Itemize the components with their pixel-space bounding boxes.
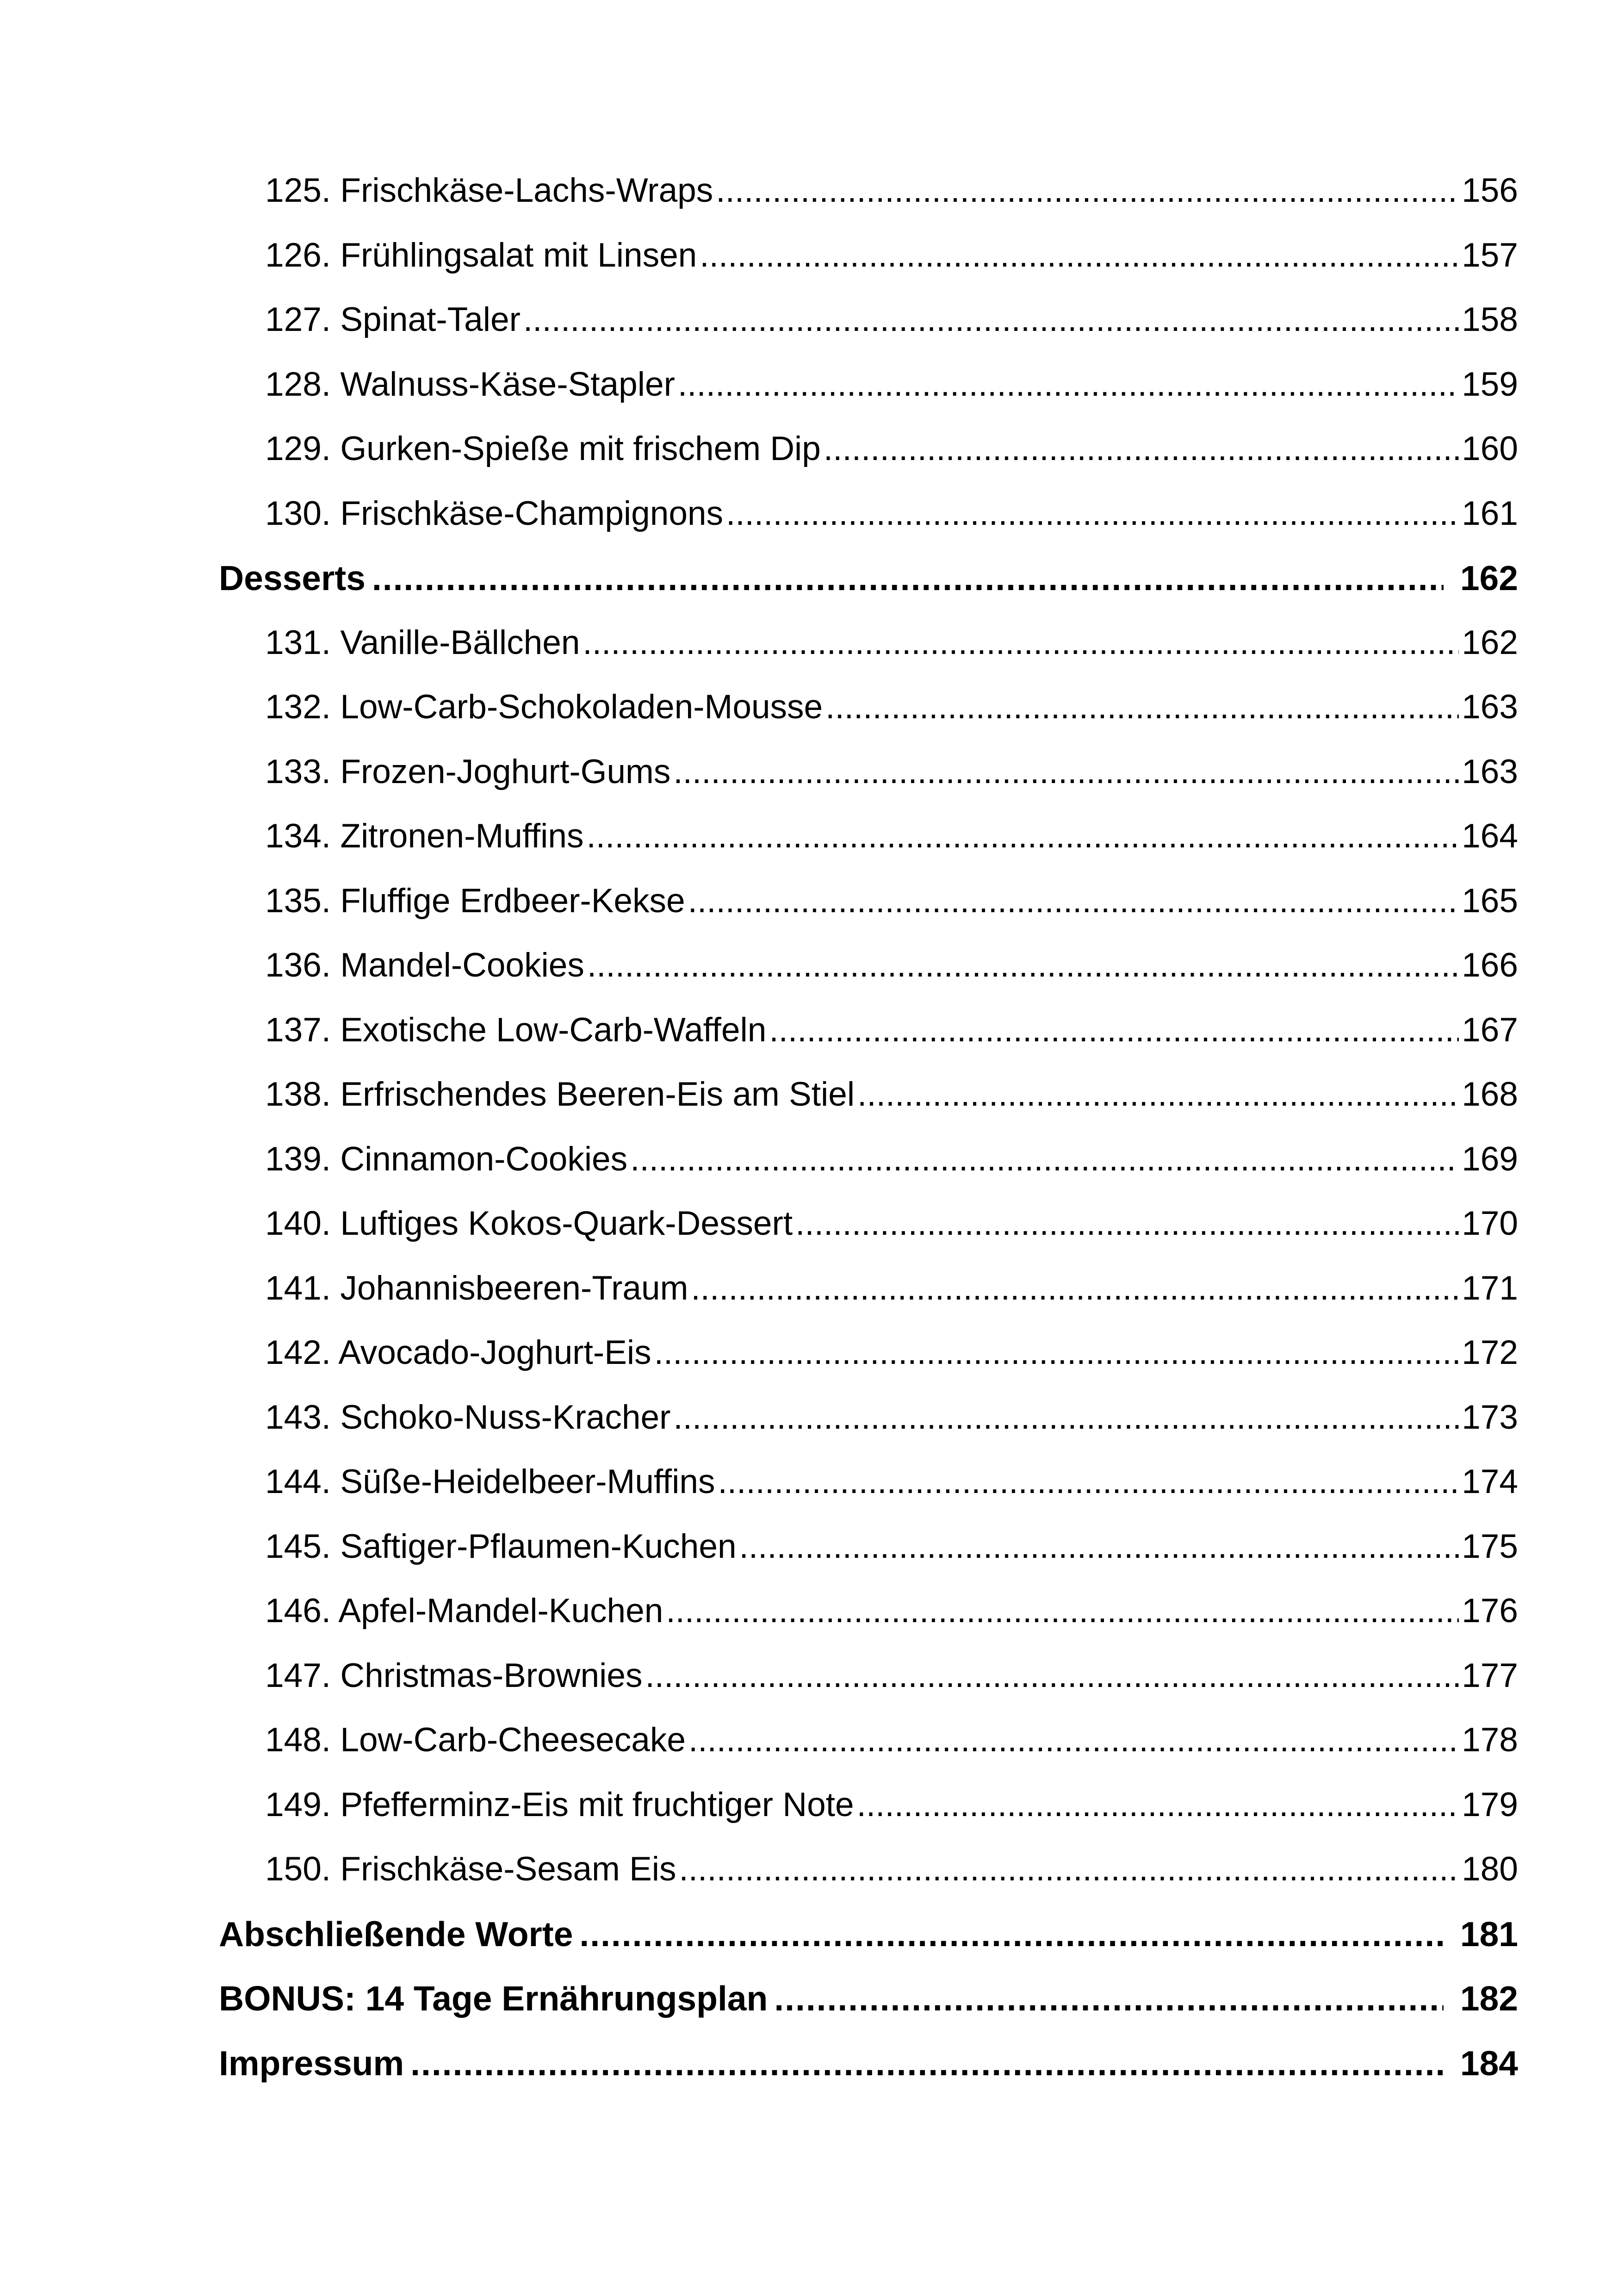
toc-entry-title: 135. Fluffige Erdbeer-Kekse [265, 882, 685, 920]
dot-leader [679, 1846, 1459, 1892]
dot-leader [673, 1394, 1459, 1441]
toc-page-number: 162 [1462, 624, 1518, 661]
toc-entry-title: 126. Frühlingsalat mit Linsen [265, 236, 697, 274]
toc-entry[interactable] [265, 1459, 1518, 1505]
toc-entry-title: 145. Saftiger-Pflaumen-Kuchen [265, 1528, 737, 1565]
toc-entry-title: 139. Cinnamon-Cookies [265, 1140, 628, 1178]
dot-leader [769, 1007, 1459, 1053]
toc-page-number: 179 [1462, 1786, 1518, 1823]
toc-entry[interactable] [265, 491, 1518, 537]
toc-entry[interactable] [265, 1007, 1518, 1053]
dot-leader [688, 878, 1459, 924]
dot-leader [716, 168, 1459, 214]
toc-page-number: 157 [1462, 236, 1518, 274]
toc-entry-title: 129. Gurken-Spieße mit frischem Dip [265, 430, 821, 467]
dot-leader [857, 1071, 1459, 1118]
toc-entry-title: 138. Erfrischendes Beeren-Eis am Stiel [265, 1076, 855, 1113]
dot-leader [718, 1459, 1459, 1505]
dot-leader [774, 1975, 1444, 2022]
dot-leader [825, 684, 1459, 730]
toc-page-number: 170 [1462, 1205, 1518, 1242]
toc-entry-title: 133. Frozen-Joghurt-Gums [265, 753, 671, 790]
dot-leader [673, 749, 1459, 795]
dot-leader [645, 1653, 1459, 1699]
dot-leader [583, 620, 1459, 666]
toc-page-number: 169 [1462, 1140, 1518, 1178]
toc-entry-title: 143. Schoko-Nuss-Kracher [265, 1399, 671, 1436]
toc-entry[interactable] [265, 878, 1518, 924]
dot-leader [700, 232, 1459, 279]
toc-entry[interactable] [265, 1201, 1518, 1247]
toc-page-number: 175 [1462, 1528, 1518, 1565]
toc-entry[interactable] [265, 361, 1518, 408]
toc-entry[interactable] [265, 232, 1518, 279]
toc-page-number: 171 [1462, 1269, 1518, 1307]
toc-page-number: 173 [1462, 1399, 1518, 1436]
dot-leader [688, 1717, 1459, 1763]
toc-entry[interactable] [265, 1265, 1518, 1312]
toc-page-number: 178 [1462, 1721, 1518, 1759]
toc-entry-title: 125. Frischkäse-Lachs-Wraps [265, 172, 713, 209]
toc-entry[interactable] [265, 620, 1518, 666]
toc-entry[interactable] [265, 749, 1518, 795]
toc-entry-title: 147. Christmas-Brownies [265, 1657, 643, 1694]
toc-page-number: 166 [1462, 946, 1518, 984]
toc-entry-title: 142. Avocado-Joghurt-Eis [265, 1334, 651, 1371]
dot-leader [586, 813, 1459, 859]
toc-page-number: 174 [1462, 1463, 1518, 1500]
toc-section-entry[interactable] [219, 555, 1518, 601]
toc-entry-title: Impressum [219, 2044, 404, 2083]
toc-entry-title: 137. Exotische Low-Carb-Waffeln [265, 1011, 767, 1049]
toc-page-number: 159 [1462, 366, 1518, 403]
toc-entry-title: 128. Walnuss-Käse-Stapler [265, 366, 675, 403]
toc-entry[interactable] [265, 1071, 1518, 1118]
dot-leader [739, 1524, 1459, 1570]
toc-page-number: 164 [1462, 817, 1518, 855]
toc-entry-title: 148. Low-Carb-Cheesecake [265, 1721, 686, 1759]
toc-page-number: 160 [1462, 430, 1518, 467]
toc-entry[interactable] [265, 1653, 1518, 1699]
toc-entry[interactable] [265, 426, 1518, 472]
toc-entry[interactable] [265, 684, 1518, 730]
dot-leader [523, 297, 1459, 343]
dot-leader [630, 1136, 1459, 1182]
toc-entry[interactable] [265, 1782, 1518, 1828]
toc-entry[interactable] [265, 1846, 1518, 1892]
toc-entry[interactable] [265, 168, 1518, 214]
toc-entry-title: 149. Pfefferminz-Eis mit fruchtiger Note [265, 1786, 854, 1823]
toc-entry-title: 130. Frischkäse-Champignons [265, 495, 724, 532]
toc-entry-title: 144. Süße-Heidelbeer-Muffins [265, 1463, 715, 1500]
toc-section-entry[interactable] [219, 2040, 1518, 2086]
toc-page-number: 167 [1462, 1011, 1518, 1049]
dot-leader [372, 555, 1444, 601]
toc-entry-title: 134. Zitronen-Muffins [265, 817, 584, 855]
dot-leader [824, 426, 1459, 472]
toc-page-number: 163 [1462, 753, 1518, 790]
dot-leader [857, 1782, 1459, 1828]
toc-entry[interactable] [265, 1524, 1518, 1570]
dot-leader [410, 2040, 1444, 2086]
toc-entry-title: BONUS: 14 Tage Ernährungsplan [219, 1979, 768, 2018]
dot-leader [579, 1911, 1443, 1957]
toc-entry[interactable] [265, 1330, 1518, 1376]
toc-page-number: 162 [1460, 559, 1518, 597]
toc-page-number: 168 [1462, 1076, 1518, 1113]
toc-entry[interactable] [265, 1394, 1518, 1441]
toc-page-number: 165 [1462, 882, 1518, 920]
toc-page-number: 163 [1462, 688, 1518, 726]
toc-entry-title: 127. Spinat-Taler [265, 301, 521, 338]
toc-entry-title: Desserts [219, 559, 366, 597]
toc-page-number: 182 [1460, 1979, 1518, 2018]
dot-leader [691, 1265, 1459, 1312]
toc-page-number: 172 [1462, 1334, 1518, 1371]
toc-entry-title: 141. Johannisbeeren-Traum [265, 1269, 688, 1307]
toc-page-number: 161 [1462, 495, 1518, 532]
toc-entry-title: 136. Mandel-Cookies [265, 946, 584, 984]
toc-entry[interactable] [265, 297, 1518, 343]
toc-entry-title: 131. Vanille-Bällchen [265, 624, 580, 661]
toc-page-number: 181 [1460, 1915, 1518, 1954]
toc-entry-title: 146. Apfel-Mandel-Kuchen [265, 1592, 663, 1630]
toc-page-number: 184 [1460, 2044, 1518, 2083]
toc-page-number: 156 [1462, 172, 1518, 209]
toc-entry[interactable] [265, 942, 1518, 989]
dot-leader [795, 1201, 1459, 1247]
toc-entry[interactable] [265, 813, 1518, 859]
toc-entry[interactable] [265, 1136, 1518, 1182]
toc-entry-title: 140. Luftiges Kokos-Quark-Dessert [265, 1205, 793, 1242]
toc-page-number: 180 [1462, 1850, 1518, 1888]
dot-leader [678, 361, 1459, 408]
toc-page-number: 158 [1462, 301, 1518, 338]
toc-page-number: 176 [1462, 1592, 1518, 1630]
toc-entry-title: 150. Frischkäse-Sesam Eis [265, 1850, 676, 1888]
toc-section-entry[interactable] [219, 1975, 1518, 2022]
dot-leader [654, 1330, 1459, 1376]
dot-leader [726, 491, 1459, 537]
toc-entry-title: Abschließende Worte [219, 1915, 573, 1954]
toc-entry[interactable] [265, 1717, 1518, 1763]
toc-entry-title: 132. Low-Carb-Schokoladen-Mousse [265, 688, 823, 726]
toc-entry[interactable] [265, 1588, 1518, 1634]
toc-section-entry[interactable] [219, 1911, 1518, 1957]
toc-page-number: 177 [1462, 1657, 1518, 1694]
dot-leader [666, 1588, 1459, 1634]
dot-leader [587, 942, 1459, 989]
